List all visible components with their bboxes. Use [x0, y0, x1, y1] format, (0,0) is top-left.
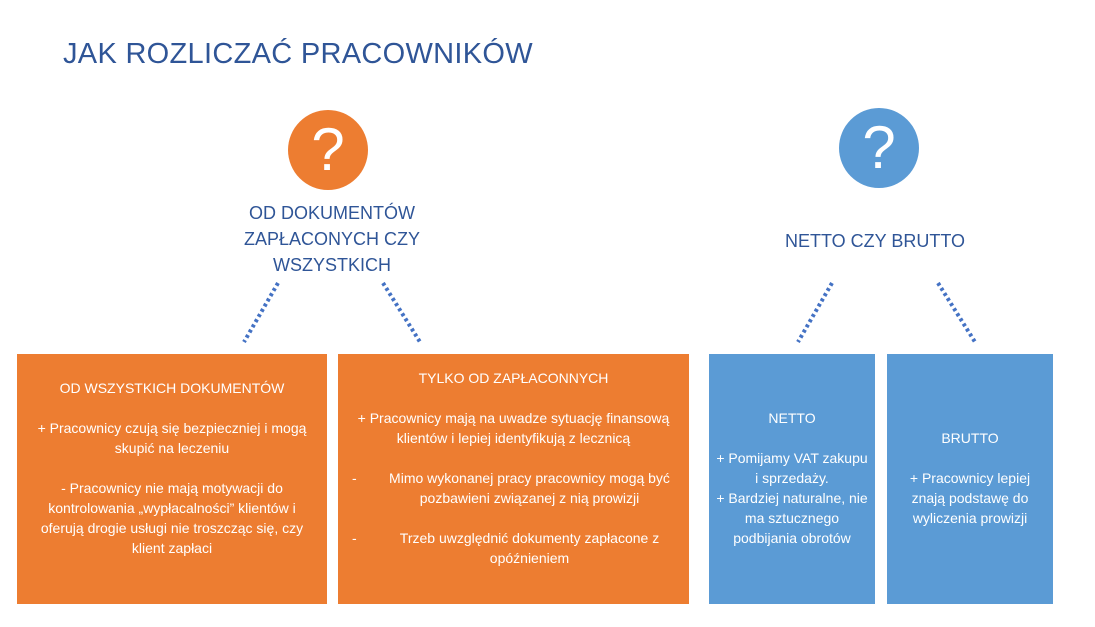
- pro-text: + Pracownicy czują się bezpieczniej i mogą skupić na leczeniu: [37, 420, 307, 456]
- box-heading: NETTO: [768, 410, 816, 426]
- right-question-label: NETTO CZY BRUTTO: [784, 231, 966, 251]
- connector-line: [938, 283, 975, 342]
- question-mark-icon: ?: [288, 110, 368, 190]
- pro-text: + Bardziej naturalne, nie ma sztucznego podbijania obrotów: [716, 490, 868, 546]
- question-mark-icon: ?: [839, 108, 919, 188]
- box-netto: [709, 354, 875, 604]
- connector-line: [383, 283, 420, 342]
- con-text: - Pracownicy nie mają motywacji do kontrolowania „wypłacalności” klientów i oferują drogie usługi nie troszcząc się, czy klient zapłaci: [40, 480, 304, 556]
- con-text: Mimo wykonanej pracy pracownicy mogą być pozbawieni związanej z nią prowizji: [389, 470, 670, 506]
- box-all-documents: [17, 354, 327, 604]
- left-question-label: OD DOKUMENTÓW ZAPŁACONYCH CZY WSZYSTKICH: [243, 203, 421, 275]
- box-brutto: [887, 354, 1053, 604]
- pro-text: + Pomijamy VAT zakupu i sprzedaży.: [716, 450, 868, 486]
- dash-marker: -: [352, 530, 357, 546]
- dash-marker: -: [352, 470, 357, 486]
- con-item: [350, 468, 677, 508]
- pro-text: + Pracownicy mają na uwadze sytuację finansową klientów i lepiej identyfikują z lecznicą: [357, 410, 670, 446]
- connector-line: [244, 283, 278, 342]
- box-heading: BRUTTO: [941, 430, 999, 446]
- box-heading: OD WSZYSTKICH DOKUMENTÓW: [59, 380, 285, 396]
- box-paid-only: [338, 354, 689, 604]
- connector-line: [798, 283, 832, 342]
- pro-text: + Pracownicy lepiej znają podstawę do wyliczenia prowizji: [909, 470, 1031, 526]
- con-text: Trzeb uwzględnić dokumenty zapłacone z opóźnieniem: [399, 530, 660, 566]
- page-title: JAK ROZLICZAĆ PRACOWNIKÓW: [63, 38, 533, 70]
- con-item: [350, 528, 677, 568]
- box-heading: TYLKO OD ZAPŁACONNYCH: [418, 370, 609, 386]
